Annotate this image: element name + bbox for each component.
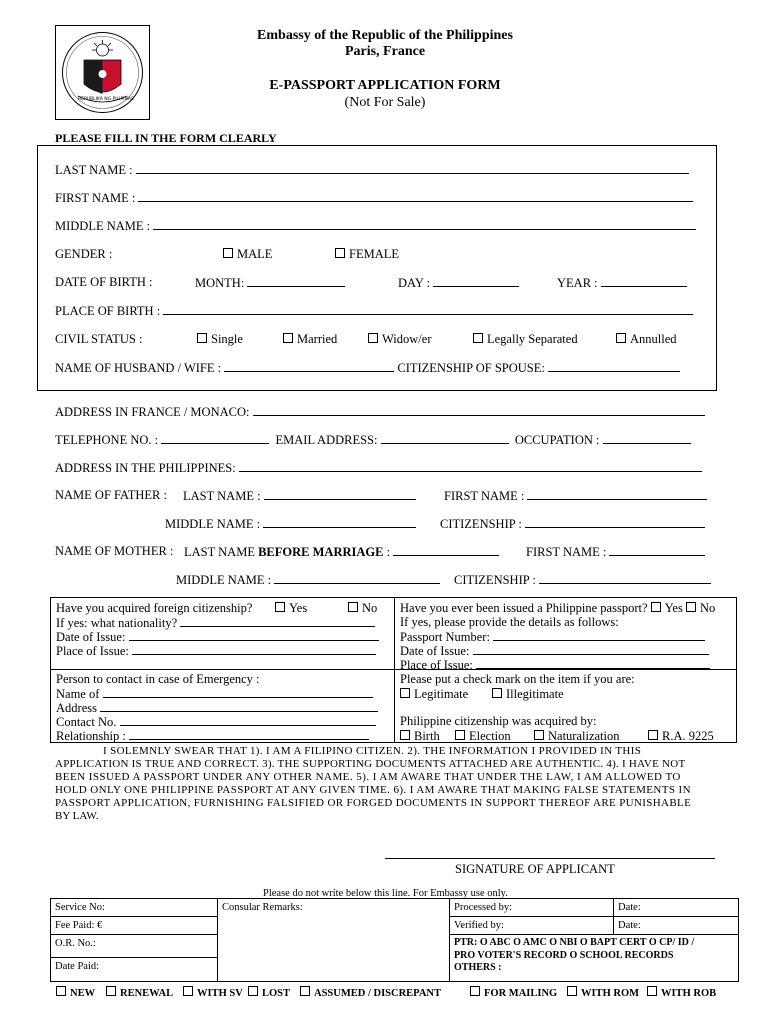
oath-line-5: PASSPORT APPLICATION, FURNISHING FALSIFIED OR FORGED DOCUMENTS IN SUPPORT THEREOF ARE PUNISHABLE xyxy=(55,797,692,809)
emergency-relationship-label: Relationship : xyxy=(56,729,126,743)
emergency-name-field[interactable] xyxy=(103,686,373,698)
ptr-line-1: PTR: O ABC O AMC O NBI O BAPT CERT O CP/ ID / xyxy=(454,937,695,948)
emergency-relationship-row xyxy=(56,728,369,744)
widow-checkbox[interactable]: Widow/er xyxy=(368,332,431,347)
foreign-date-field[interactable] xyxy=(129,629,379,641)
mother-citizenship-label: CITIZENSHIP : xyxy=(454,573,536,587)
date2-label: Date: xyxy=(618,920,641,931)
mother-middle-label: MIDDLE NAME : xyxy=(176,573,272,587)
legally-separated-checkbox[interactable]: Legally Separated xyxy=(473,332,578,347)
year-label: YEAR : xyxy=(557,276,598,290)
for-mailing-checkbox[interactable]: FOR MAILING xyxy=(470,986,557,999)
lost-checkbox[interactable]: LOST xyxy=(248,986,290,999)
month-field[interactable] xyxy=(247,275,345,287)
date-paid-label: Date Paid: xyxy=(55,961,100,972)
passport-no-checkbox[interactable]: No xyxy=(686,601,715,615)
single-checkbox[interactable]: Single xyxy=(197,332,243,347)
spouse-citizenship-label: CITIZENSHIP OF SPOUSE: xyxy=(397,361,545,375)
passport-question: Have you ever been issued a Philippine passport? xyxy=(400,601,648,615)
election-checkbox[interactable]: Election xyxy=(455,729,511,744)
service-no-cell[interactable] xyxy=(50,898,218,917)
with-rob-checkbox[interactable]: WITH ROB xyxy=(647,986,716,999)
oath-line-2: APPLICATION IS TRUE AND CORRECT. 3). THE SUPPORTING DOCUMENTS ATTACHED ARE AUTHENTIC. 4). I HAVE NOT xyxy=(55,758,686,770)
father-first-field[interactable] xyxy=(527,488,707,500)
mother-first-field[interactable] xyxy=(609,544,705,556)
dob-day xyxy=(398,275,519,291)
dob-month xyxy=(195,275,345,291)
month-label: MONTH: xyxy=(195,276,245,290)
oath-line-3: BEEN ISSUED A PASSPORT UNDER ANY OTHER NAME. 5). I AM AWARE THAT UNDER THE LAW, I AM ALLOWED TO xyxy=(55,771,681,783)
nationality-label: If yes: what nationality? xyxy=(56,616,178,630)
spouse-row xyxy=(55,360,680,376)
email-field[interactable] xyxy=(381,432,509,444)
address-france-field[interactable] xyxy=(253,404,705,416)
mother-middle-row xyxy=(176,572,440,588)
first-name-row xyxy=(55,190,693,206)
father-citizenship-field[interactable] xyxy=(525,516,705,528)
father-first-row xyxy=(444,488,707,504)
not-for-sale: (Not For Sale) xyxy=(344,95,426,110)
nationality-field[interactable] xyxy=(180,615,375,627)
foreign-date-label: Date of Issue: xyxy=(56,630,126,644)
with-rom-checkbox[interactable]: WITH ROM xyxy=(567,986,639,999)
mother-first-row xyxy=(526,544,705,560)
year-field[interactable] xyxy=(601,275,687,287)
dob-year xyxy=(557,275,687,291)
passport-place-label: Place of Issue: xyxy=(400,658,473,672)
father-last-label: LAST NAME : xyxy=(183,489,261,503)
consular-remarks-label: Consular Remarks: xyxy=(222,902,303,913)
occupation-label: OCCUPATION : xyxy=(514,433,600,447)
address-ph-field[interactable] xyxy=(239,460,702,472)
occupation-field[interactable] xyxy=(603,432,691,444)
father-middle-label: MIDDLE NAME : xyxy=(165,517,261,531)
checkmark-instruction: Please put a check mark on the item if you are: xyxy=(400,672,635,686)
birth-checkbox[interactable]: Birth xyxy=(400,729,440,744)
embassy-name: Embassy of the Republic of the Philippines xyxy=(257,28,513,43)
processed-by-label: Processed by: xyxy=(454,902,513,913)
day-label: DAY : xyxy=(398,276,431,290)
fill-instruction: PLEASE FILL IN THE FORM CLEARLY xyxy=(55,131,277,145)
ptr-cell[interactable] xyxy=(449,934,739,982)
father-middle-row xyxy=(165,516,416,532)
mother-first-label: FIRST NAME : xyxy=(526,545,607,559)
place-of-birth-label: PLACE OF BIRTH : xyxy=(55,304,161,318)
personal-info-box xyxy=(37,145,717,391)
father-first-label: FIRST NAME : xyxy=(444,489,525,503)
verified-by-label: Verified by: xyxy=(454,920,504,931)
naturalization-checkbox[interactable]: Naturalization xyxy=(534,729,620,744)
first-name-label: FIRST NAME : xyxy=(55,191,136,205)
new-checkbox[interactable]: NEW xyxy=(56,986,95,999)
consular-remarks-cell[interactable] xyxy=(217,898,450,982)
last-name-field[interactable] xyxy=(136,162,689,174)
form-title: E-PASSPORT APPLICATION FORM xyxy=(269,78,501,93)
address-france-row xyxy=(55,404,705,420)
spouse-name-label: NAME OF HUSBAND / WIFE : xyxy=(55,361,222,375)
or-no-label: O.R. No.: xyxy=(55,938,96,949)
date1-label: Date: xyxy=(618,902,641,913)
mother-last-colon: : xyxy=(386,545,391,559)
father-label: NAME OF FATHER : xyxy=(55,488,167,502)
middle-name-row xyxy=(55,218,696,234)
seal-text: REPUBLIKA NG PILIPINAS xyxy=(78,97,134,102)
acquired-by-label: Philippine citizenship was acquired by: xyxy=(400,714,597,728)
mother-label: NAME OF MOTHER : xyxy=(55,544,174,558)
verified-by-cell[interactable] xyxy=(449,916,614,935)
date2-cell[interactable] xyxy=(613,916,739,935)
assumed-checkbox[interactable]: ASSUMED / DISCREPANT xyxy=(300,986,441,999)
foreign-place-field[interactable] xyxy=(132,643,376,655)
father-middle-field[interactable] xyxy=(263,516,416,528)
place-of-birth-field[interactable] xyxy=(163,303,693,315)
legitimate-checkbox[interactable]: Legitimate xyxy=(400,687,468,702)
fee-paid-label: Fee Paid: € xyxy=(55,920,103,931)
email-label: EMAIL ADDRESS: xyxy=(275,433,378,447)
emergency-address-field[interactable] xyxy=(100,700,378,712)
male-checkbox[interactable]: MALE xyxy=(223,247,272,262)
emergency-name-label: Name of xyxy=(56,687,100,701)
foreign-no-checkbox[interactable]: No xyxy=(348,601,377,616)
mother-before-marriage: BEFORE MARRIAGE xyxy=(258,545,384,559)
foreign-q-row xyxy=(56,601,252,616)
female-checkbox[interactable]: FEMALE xyxy=(335,247,399,262)
passport-no-label: Passport Number: xyxy=(400,630,490,644)
with-sv-checkbox[interactable]: WITH SV xyxy=(183,986,243,999)
day-field[interactable] xyxy=(433,275,519,287)
oath-line-6: BY LAW. xyxy=(55,810,99,822)
date-paid-cell[interactable] xyxy=(50,957,218,982)
passport-q-row xyxy=(400,601,715,616)
foreign-question: Have you acquired foreign citizenship? xyxy=(56,601,253,615)
emergency-label: Person to contact in case of Emergency : xyxy=(56,672,260,686)
emergency-contact-label: Contact No. xyxy=(56,715,117,729)
last-name-row xyxy=(55,162,689,178)
telephone-field[interactable] xyxy=(161,432,269,444)
address-ph-label: ADDRESS IN THE PHILIPPINES: xyxy=(55,461,236,475)
oath-line-1: I SOLEMNLY SWEAR THAT 1). I AM A FILIPINO CITIZEN. 2). THE INFORMATION I PROVIDED IN THIS xyxy=(103,745,642,757)
passport-place-row xyxy=(400,657,710,673)
mother-citizenship-row xyxy=(454,572,711,588)
illegitimate-checkbox[interactable]: Illegitimate xyxy=(492,687,564,702)
renewal-checkbox[interactable]: RENEWAL xyxy=(106,986,173,999)
mother-middle-field[interactable] xyxy=(274,572,440,584)
embassy-notice: Please do not write below this line. For Embassy use only. xyxy=(263,888,508,899)
embassy-city: Paris, France xyxy=(344,44,426,59)
passport-place-field[interactable] xyxy=(476,657,710,669)
civil-status-label: CIVIL STATUS : xyxy=(55,332,143,346)
gender-label: GENDER : xyxy=(55,247,113,261)
passport-date-field[interactable] xyxy=(473,643,709,655)
father-citizenship-row xyxy=(440,516,705,532)
middle-name-field[interactable] xyxy=(153,218,696,230)
mother-last-label: LAST NAME xyxy=(184,545,255,559)
passport-date-label: Date of Issue: xyxy=(400,644,470,658)
address-france-label: ADDRESS IN FRANCE / MONACO: xyxy=(55,405,250,419)
annulled-checkbox[interactable]: Annulled xyxy=(616,332,677,347)
provide-details: If yes, please provide the details as follows: xyxy=(400,615,619,629)
emergency-contact-field[interactable] xyxy=(120,714,376,726)
place-of-birth-row xyxy=(55,303,693,319)
spouse-citizenship-field[interactable] xyxy=(548,360,680,372)
fee-paid-cell[interactable] xyxy=(50,916,218,935)
married-checkbox[interactable]: Married xyxy=(283,332,337,347)
emergency-address-label: Address xyxy=(56,701,97,715)
mother-citizenship-field[interactable] xyxy=(539,572,711,584)
father-last-field[interactable] xyxy=(264,488,416,500)
service-no-label: Service No: xyxy=(55,902,105,913)
foreign-place-label: Place of Issue: xyxy=(56,644,129,658)
dob-label: DATE OF BIRTH : xyxy=(55,275,153,289)
last-name-label: LAST NAME : xyxy=(55,163,133,177)
first-name-field[interactable] xyxy=(138,190,693,202)
foreign-place-row xyxy=(56,643,376,659)
mother-last-field[interactable] xyxy=(393,544,499,556)
ra9225-checkbox[interactable]: R.A. 9225 xyxy=(648,729,714,744)
signature-line[interactable] xyxy=(385,858,715,860)
address-ph-row xyxy=(55,460,702,476)
date1-cell[interactable] xyxy=(613,898,739,917)
foreign-yes-checkbox[interactable]: Yes xyxy=(275,601,307,616)
or-no-cell[interactable] xyxy=(50,934,218,958)
telephone-label: TELEPHONE NO. : xyxy=(55,433,159,447)
ptr-line-2: PRO VOTER'S RECORD O SCHOOL RECORDS xyxy=(454,949,674,961)
passport-yes-checkbox[interactable]: Yes xyxy=(651,601,683,615)
signature-label: SIGNATURE OF APPLICANT xyxy=(455,862,615,876)
father-citizenship-label: CITIZENSHIP : xyxy=(440,517,522,531)
oath-line-4: HOLD ONLY ONE PHILIPPINE PASSPORT AT ANY GIVEN TIME. 6). I AM AWARE THAT MAKING FALSE STATEMENTS IN xyxy=(55,784,691,796)
processed-by-cell[interactable] xyxy=(449,898,614,917)
telephone-row xyxy=(55,432,691,448)
middle-name-label: MIDDLE NAME : xyxy=(55,219,151,233)
mother-last-row xyxy=(184,544,499,560)
spouse-name-field[interactable] xyxy=(224,360,394,372)
father-last-row xyxy=(183,488,416,504)
ptr-line-3: OTHERS : xyxy=(454,962,502,973)
emergency-relationship-field[interactable] xyxy=(129,728,369,740)
passport-no-field[interactable] xyxy=(493,629,705,641)
